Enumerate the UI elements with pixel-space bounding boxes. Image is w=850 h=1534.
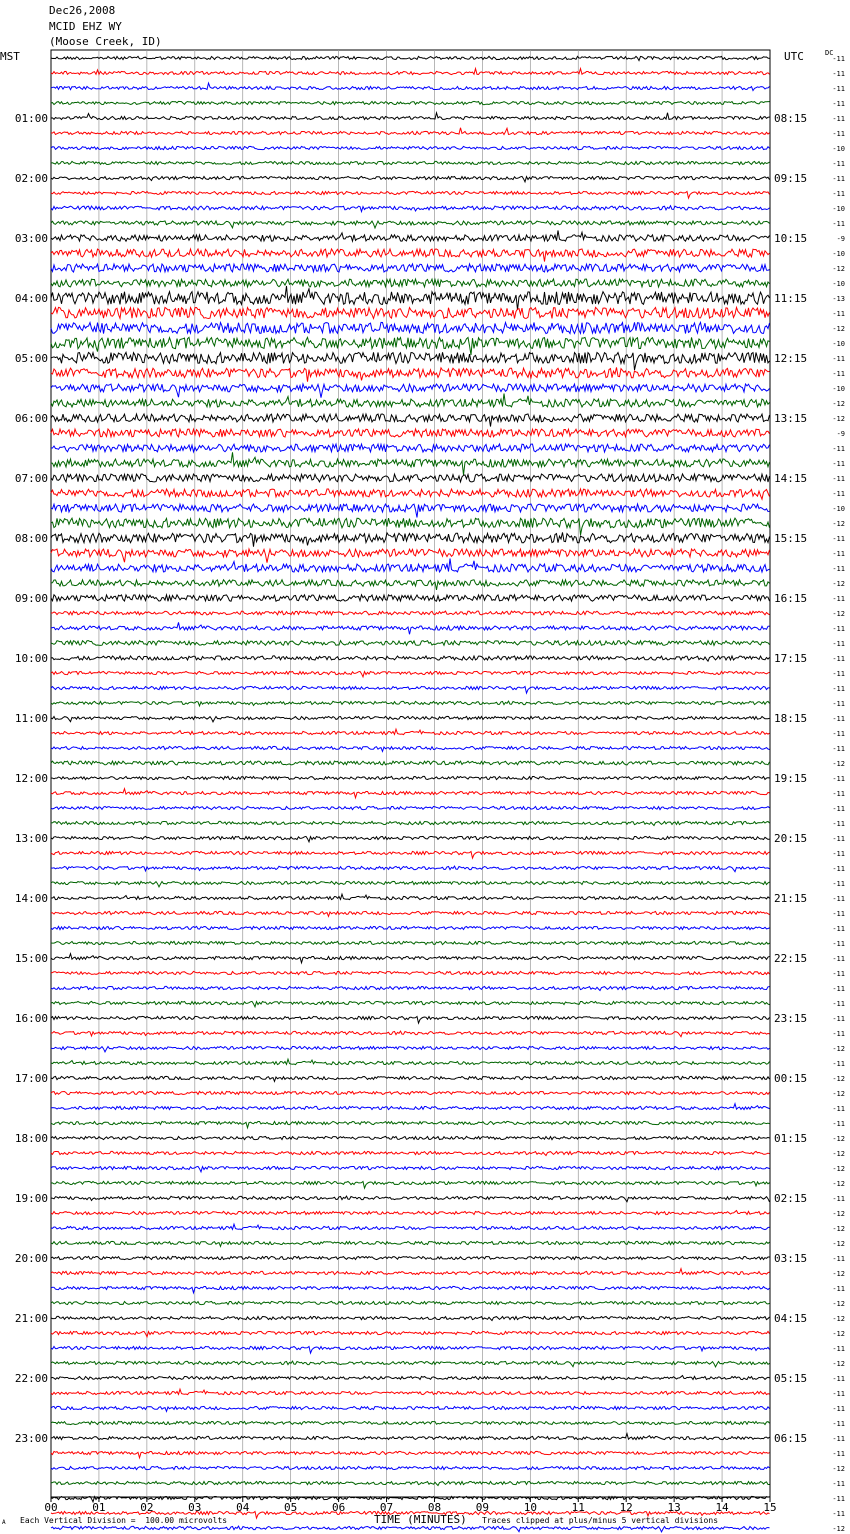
dc-offset-label: -11 [832,970,845,978]
seismic-trace [51,1241,770,1246]
x-tick-label: 08 [427,1501,442,1514]
seismic-trace [51,249,770,262]
left-hour-label: 14:00 [14,892,48,905]
dc-offset-label: -11 [832,1000,845,1008]
right-hour-label: 05:15 [774,1372,808,1385]
seismic-trace [51,230,770,241]
seismic-trace [51,286,770,310]
dc-offset-label: -11 [832,535,845,543]
dc-offset-label: -10 [832,205,845,213]
seismic-trace [51,444,770,452]
seismic-trace [51,1031,770,1037]
x-tick-label: 11 [571,1501,585,1514]
dc-offset-label: -12 [832,1360,845,1368]
x-tick-label: 07 [379,1501,394,1514]
right-hour-label: 09:15 [774,172,808,185]
seismic-trace [51,504,770,518]
left-hour-label: 08:00 [14,532,48,545]
seismic-trace [51,986,770,990]
dc-offset-label: -11 [832,1375,845,1383]
seismic-trace [51,1151,770,1155]
dc-offset-label: -12 [832,1270,845,1278]
dc-offset-label: -11 [832,745,845,753]
dc-offset-label: -12 [832,1150,845,1158]
seismic-trace [51,656,770,661]
dc-offset-label: -9 [836,235,845,243]
right-hour-label: 06:15 [774,1432,808,1445]
dc-offset-label: -11 [832,70,845,78]
dc-offset-label: -11 [832,835,845,843]
seismic-trace [51,1136,770,1139]
seismic-trace [51,806,770,809]
right-hour-label: 20:15 [774,832,808,845]
dc-offset-label: -12 [832,415,845,423]
seismic-trace [51,729,770,734]
seismic-trace [51,1001,770,1006]
seismic-trace [51,941,770,944]
seismic-trace [51,971,770,974]
dc-offset-label: -12 [832,1090,845,1098]
seismic-trace [51,954,770,963]
dc-offset-label: -11 [832,370,845,378]
left-hour-label: 13:00 [14,832,48,845]
dc-offset-label: -11 [832,1405,845,1413]
left-hour-label: 16:00 [14,1012,48,1025]
right-hour-label: 08:15 [774,112,808,125]
seismic-trace [51,622,770,634]
seismic-trace [51,686,770,693]
seismic-trace [51,1256,770,1259]
seismic-trace [51,221,770,228]
seismic-trace [51,549,770,563]
seismic-trace [51,1091,770,1094]
seismic-trace [51,911,770,916]
dc-offset-label: -12 [832,1180,845,1188]
seismic-trace [51,1451,770,1457]
x-tick-label: 09 [475,1501,490,1514]
seismic-trace [51,1346,770,1353]
dc-offset-label: -12 [832,1225,845,1233]
dc-offset-label: -11 [832,730,845,738]
station-code: MCID EHZ WY [49,20,122,33]
seismic-trace [51,518,770,535]
right-hour-label: 00:15 [774,1072,808,1085]
seismic-trace [51,671,770,676]
x-axis-title: TIME (MINUTES) [374,1513,467,1526]
left-hour-label: 22:00 [14,1372,48,1385]
dc-offset-label: -11 [832,100,845,108]
dc-offset-label: -12 [832,520,845,528]
dc-offset-label: -11 [832,985,845,993]
x-tick-label: 15 [763,1501,777,1514]
seismic-trace [51,894,770,899]
dc-offset-label: -12 [832,1330,845,1338]
seismic-trace [51,611,770,615]
x-tick-label: 01 [92,1501,106,1514]
seismic-trace [51,789,770,798]
seismic-trace [51,113,770,120]
left-hour-label: 11:00 [14,712,48,725]
dc-offset-label: -11 [832,655,845,663]
dc-offset-label: -11 [832,850,845,858]
dc-offset-label: -11 [832,355,845,363]
seismic-trace [51,474,770,482]
seismic-trace [51,1121,770,1127]
dc-offset-label: -10 [832,385,845,393]
dc-offset-label: -11 [832,1195,845,1203]
seismic-trace [51,384,770,398]
seismic-trace [51,1046,770,1052]
dc-offset-label: -12 [832,325,845,333]
station-date: Dec26,2008 [49,4,116,17]
dc-offset-label: -11 [832,1450,845,1458]
x-tick-label: 03 [188,1501,202,1514]
seismic-trace [51,1166,770,1171]
seismic-trace [51,1286,770,1292]
left-hour-label: 20:00 [14,1252,48,1265]
dc-offset-label: -11 [832,925,845,933]
dc-offset-label: -11 [832,955,845,963]
seismic-trace [51,851,770,858]
dc-offset-label: -11 [832,820,845,828]
dc-offset-label: -12 [832,580,845,588]
dc-offset-label: -10 [832,340,845,348]
right-hour-label: 22:15 [774,952,808,965]
left-hour-label: 10:00 [14,652,48,665]
x-tick-label: 04 [236,1501,250,1514]
seismic-trace [51,394,770,408]
dc-offset-label: -13 [832,295,845,303]
dc-offset-label: -11 [832,1120,845,1128]
right-hour-label: 15:15 [774,532,808,545]
dc-offset-label: -11 [832,940,845,948]
dc-column-label: DC [825,49,834,57]
dc-offset-label: -12 [832,1210,845,1218]
seismic-trace [51,191,770,198]
dc-offset-label: -11 [832,1390,845,1398]
seismic-trace [51,337,770,355]
dc-offset-label: -11 [832,460,845,468]
seismic-trace [51,128,770,135]
x-tick-label: 00 [44,1501,58,1514]
seismic-trace [51,532,770,546]
seismic-trace [51,1224,770,1229]
seismic-trace [51,1104,770,1110]
dc-offset-label: -11 [832,805,845,813]
dc-offset-label: -10 [832,505,845,513]
dc-offset-label: -12 [832,1135,845,1143]
seismic-trace [51,206,770,212]
dc-offset-label: -11 [832,550,845,558]
dc-offset-label: -11 [832,85,845,93]
seismic-trace [51,1331,770,1336]
dc-offset-label: -11 [832,1105,845,1113]
seismic-trace [51,264,770,272]
left-hour-label: 09:00 [14,592,48,605]
seismic-trace [51,776,770,779]
dc-offset-label: -11 [832,445,845,453]
dc-offset-label: -11 [832,130,845,138]
seismic-trace [51,1076,770,1081]
seismic-trace [51,1406,770,1411]
dc-offset-label: -11 [832,685,845,693]
seismic-trace [51,56,770,60]
right-hour-label: 21:15 [774,892,808,905]
seismic-trace [51,1421,770,1424]
left-hour-label: 15:00 [14,952,48,965]
dc-offset-label: -12 [832,1315,845,1323]
seismic-trace [51,1376,770,1380]
dc-offset-label: -12 [832,760,845,768]
right-hour-label: 11:15 [774,292,808,305]
dc-offset-label: -11 [832,880,845,888]
seismic-trace [51,701,770,706]
x-tick-label: 05 [284,1501,298,1514]
dc-offset-label: -11 [832,1345,845,1353]
dc-offset-label: -11 [832,310,845,318]
seismic-trace [51,580,770,590]
seismic-trace [51,821,770,825]
dc-offset-label: -11 [832,670,845,678]
dc-offset-label: -11 [832,775,845,783]
dc-offset-label: -11 [832,640,845,648]
dc-offset-label: -12 [832,610,845,618]
dc-offset-label: -11 [832,115,845,123]
seismic-trace [51,926,770,929]
dc-offset-label: -11 [832,190,845,198]
seismic-trace [51,836,770,841]
seismic-trace [51,1301,770,1304]
right-timezone-label: UTC [784,50,804,63]
seismic-trace [51,1196,770,1202]
x-tick-label: 12 [619,1501,633,1514]
x-tick-label: 14 [715,1501,729,1514]
left-hour-label: 21:00 [14,1312,48,1325]
x-tick-label: 02 [140,1501,154,1514]
dc-offset-label: -10 [832,250,845,258]
seismic-trace [51,161,770,164]
dc-offset-label: -12 [832,1300,845,1308]
left-hour-label: 12:00 [14,772,48,785]
left-hour-label: 03:00 [14,232,48,245]
seismic-trace [51,322,770,333]
seismic-trace [51,1389,770,1394]
left-hour-label: 01:00 [14,112,48,125]
dc-offset-label: -11 [832,1480,845,1488]
dc-offset-label: -11 [832,790,845,798]
seismic-trace [51,279,770,287]
right-hour-label: 03:15 [774,1252,808,1265]
dc-offset-label: -11 [832,910,845,918]
left-hour-label: 02:00 [14,172,48,185]
dc-offset-label: -11 [832,220,845,228]
dc-offset-label: -12 [832,1525,845,1533]
seismic-trace [51,176,770,181]
dc-offset-label: -12 [832,1165,845,1173]
seismic-trace [51,452,770,475]
seismic-trace [51,352,770,370]
seismic-trace [51,746,770,751]
right-hour-label: 19:15 [774,772,808,785]
right-hour-label: 12:15 [774,352,808,365]
dc-offset-label: -11 [832,160,845,168]
right-hour-label: 14:15 [774,472,808,485]
right-hour-label: 18:15 [774,712,808,725]
dc-offset-label: -12 [832,1465,845,1473]
left-timezone-label: MST [0,50,20,63]
dc-offset-label: -11 [832,700,845,708]
right-hour-label: 16:15 [774,592,808,605]
dc-offset-label: -12 [832,1045,845,1053]
dc-offset-label: -11 [832,715,845,723]
seismic-trace [51,1434,770,1440]
dc-offset-label: -11 [832,1015,845,1023]
dc-offset-label: -11 [832,565,845,573]
x-tick-label: 06 [331,1501,346,1514]
seismic-trace [51,69,770,75]
seismic-trace [51,761,770,765]
clip-note: Traces clipped at plus/minus 5 vertical divisions [482,1516,719,1525]
x-tick-label: 10 [523,1501,537,1514]
seismic-trace [51,101,770,104]
seismic-trace [51,307,770,318]
left-hour-label: 18:00 [14,1132,48,1145]
dc-offset-label: -11 [832,1255,845,1263]
dc-offset-label: -11 [832,895,845,903]
right-hour-label: 23:15 [774,1012,808,1025]
dc-offset-label: -11 [832,1060,845,1068]
seismic-trace [51,1316,770,1320]
seismic-trace [51,716,770,722]
seismic-trace [51,367,770,381]
dc-offset-label: -11 [832,1030,845,1038]
dc-offset-label: -11 [832,1495,845,1503]
dc-offset-label: -11 [832,595,845,603]
dc-offset-label: -12 [832,265,845,273]
dc-offset-label: -11 [832,1435,845,1443]
right-hour-label: 02:15 [774,1192,808,1205]
left-hour-label: 06:00 [14,412,48,425]
dc-offset-label: -12 [832,400,845,408]
seismic-trace [51,1016,770,1023]
dc-offset-label: -10 [832,280,845,288]
seismic-trace [51,1361,770,1367]
right-hour-label: 01:15 [774,1132,808,1145]
right-hour-label: 13:15 [774,412,808,425]
right-hour-label: 04:15 [774,1312,808,1325]
left-hour-label: 23:00 [14,1432,48,1445]
seismic-trace [51,559,770,573]
seismic-trace [51,1181,770,1188]
dc-offset-label: -11 [832,490,845,498]
dc-offset-label: -11 [832,175,845,183]
dc-offset-label: -11 [832,1510,845,1518]
seismic-trace [51,146,770,149]
station-location: (Moose Creek, ID) [49,35,162,48]
dc-offset-label: -11 [832,1420,845,1428]
dc-offset-label: -11 [832,55,845,63]
seismic-trace [51,1481,770,1485]
seismic-trace [51,641,770,646]
left-hour-label: 07:00 [14,472,48,485]
seismic-trace [51,1269,770,1275]
dc-offset-label: -11 [832,1285,845,1293]
dc-offset-label: -11 [832,475,845,483]
dc-offset-label: -12 [832,1240,845,1248]
seismic-trace [51,414,770,427]
seismic-trace [51,489,770,499]
left-hour-label: 04:00 [14,292,48,305]
left-hour-label: 05:00 [14,352,48,365]
dc-offset-label: -11 [832,625,845,633]
left-hour-label: 19:00 [14,1192,48,1205]
footer-left-mark: A [2,1519,6,1526]
seismic-trace [51,1059,770,1064]
left-hour-label: 17:00 [14,1072,48,1085]
seismic-trace [51,866,770,872]
seismic-trace [51,1526,770,1532]
right-hour-label: 17:15 [774,652,808,665]
vertical-scale-note: Each Vertical Division = 100.00 microvolts [20,1516,228,1525]
right-hour-label: 10:15 [774,232,808,245]
seismic-trace [51,881,770,887]
dc-offset-label: -9 [836,430,845,438]
seismic-trace [51,429,770,437]
dc-offset-label: -12 [832,1075,845,1083]
seismic-trace [51,1211,770,1215]
dc-offset-label: -11 [832,865,845,873]
seismic-trace [51,1466,770,1469]
dc-offset-label: -10 [832,145,845,153]
seismic-trace [51,83,770,91]
x-tick-label: 13 [667,1501,681,1514]
seismic-trace [51,595,770,601]
